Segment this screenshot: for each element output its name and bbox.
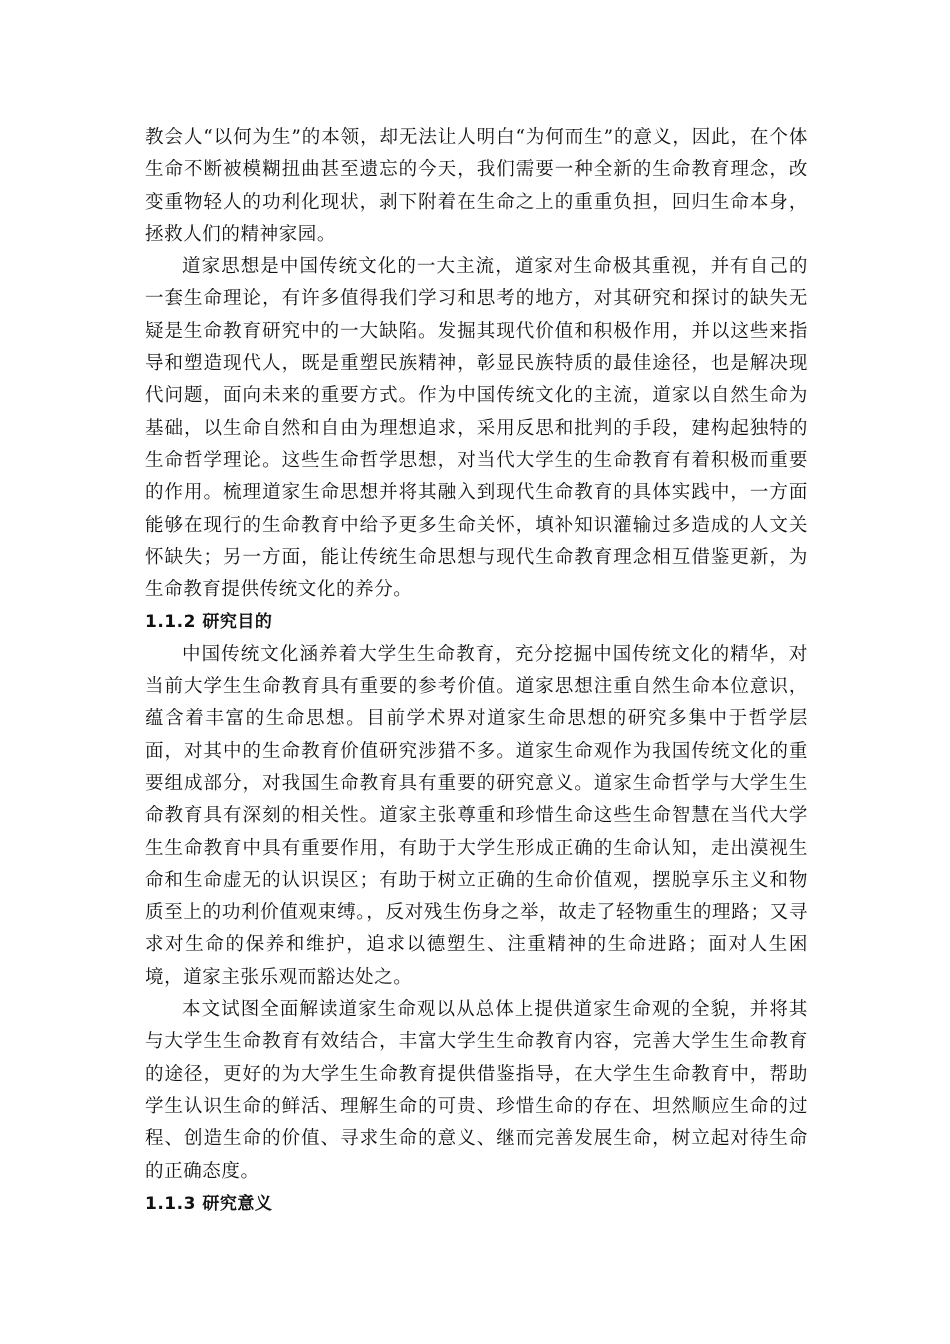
paragraph-intro-continued: 教会人“以何为生”的本领，却无法让人明白“为何而生”的意义，因此，在个体生命不断被模糊扭曲甚至遗忘的今天，我们需要一种全新的生命教育理念，改变重物轻人的功利化现状，剥下附着在生命之上的重重负担，回归生命本身，拯救人们的精神家园。 — [145, 127, 808, 245]
document-page — [145, 122, 808, 1220]
section-heading-research-significance: 1.1.3 研究意义 — [145, 1193, 273, 1214]
paragraph-daoist-thought: 道家思想是中国传统文化的一大主流，道家对生命极其重视，并有自己的一套生命理论，有许多值得我们学习和思考的地方，对其研究和探讨的缺失无疑是生命教育研究中的一大缺陷。发掘其现代价值和积极作用，并以这些来指导和塑造现代人，既是重塑民族精神，彰显民族特质的最佳途径，也是解决现代问题，面向未来的重要方式。作为中国传统文化的主流，道家以自然生命为基础，以生命自然和自由为理想追求，采用反思和批判的手段，建构起独特的生命哲学理论。这些生命哲学思想，对当代大学生的生命教育有着积极而重要的作用。梳理道家生命思想并将其融入到现代生命教育的具体实践中，一方面能够在现行的生命教育中给予更多生命关怀，填补知识灌输过多造成的人文关怀缺失；另一方面，能让传统生命思想与现代生命教育理念相互借鉴更新，为生命教育提供传统文化的养分。 — [145, 256, 808, 601]
section-heading-research-purpose: 1.1.2 研究目的 — [145, 612, 273, 633]
paragraph-research-aim: 本文试图全面解读道家生命观以从总体上提供道家生命观的全貌，并将其与大学生生命教育有效结合，丰富大学生生命教育内容，完善大学生生命教育的途径，更好的为大学生生命教育提供借鉴指导，在大学生生命教育中，帮助学生认识生命的鲜活、理解生命的可贵、珍惜生命的存在、坦然顺应生命的过程、创造生命的价值、寻求生命的意义、继而完善发展生命，树立起对待生命的正确态度。 — [145, 999, 808, 1182]
paragraph-research-purpose: 中国传统文化涵养着大学生生命教育，充分挖掘中国传统文化的精华，对当前大学生生命教育具有重要的参考价值。道家思想注重自然生命本位意识，蕴含着丰富的生命思想。目前学术界对道家生命思想的研究多集中于哲学层面，对其中的生命教育价值研究涉猎不多。道家生命观作为我国传统文化的重要组成部分，对我国生命教育具有重要的研究意义。道家生命哲学与大学生生命教育具有深刻的相关性。道家主张尊重和珍惜生命这些生命智慧在当代大学生生命教育中具有重要作用，有助于大学生形成正确的生命认知，走出漠视生命和生命虚无的认识误区；有助于树立正确的生命价值观，摆脱享乐主义和物质至上的功利价值观束缚。，反对残生伤身之举，故走了轻物重生的理路；又寻求对生命的保养和维护，追求以德塑生、注重精神的生命进路；面对人生困境，道家主张乐观而豁达处之。 — [145, 643, 808, 988]
